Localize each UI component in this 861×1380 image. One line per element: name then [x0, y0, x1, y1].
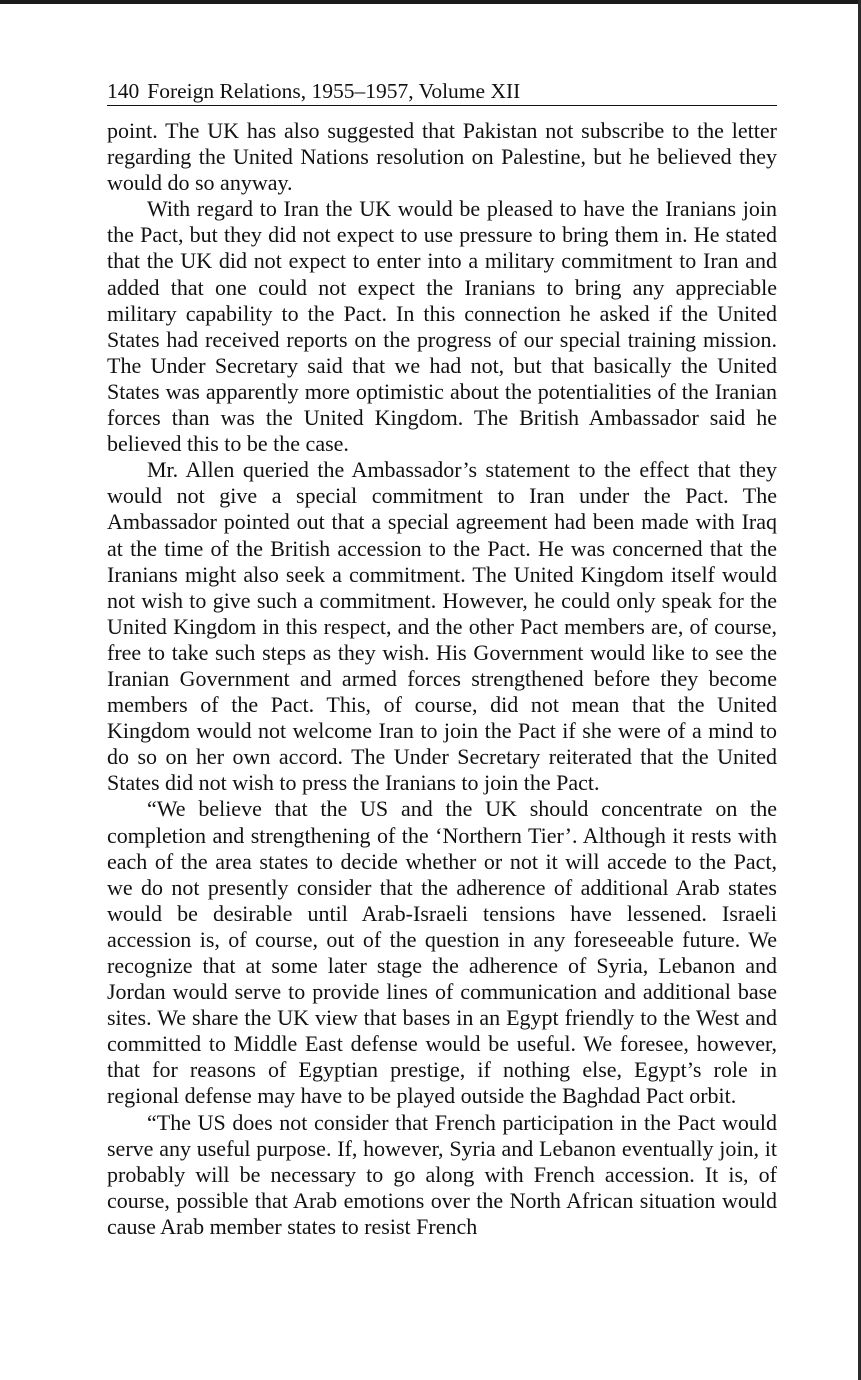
body-text [107, 118, 777, 1240]
running-header [107, 78, 777, 106]
document-page [107, 78, 777, 1240]
paragraph-iran: With regard to Iran the UK would be pleased to have the Iranians join the Pact, but they did not expect to use pressure to bring them in. He stated that the UK did not expect to enter into a military commitment to Iran and added that one could not expect the Iranians to bring any appreciable military capability to the Pact. In this connection he asked if the United States had received reports on the progress of our special training mission. The Under Secretary said that we had not, but that basically the United States was apparently more optimistic about the potentialities of the Iranian forces than was the United Kingdom. The British Ambassador said he believed this to be the case. [107, 196, 777, 457]
running-title: Foreign Relations, 1955–1957, Volume XII [147, 79, 521, 103]
paragraph-northern-tier: “We believe that the US and the UK should concentrate on the completion and strengthening of the ‘Northern Tier’. Although it rests with each of the area states to decide whether or not it will accede to the Pact, we do not presently consider that the adherence of additional Arab states would be desirable until Arab-Israeli tensions have lessened. Israeli accession is, of course, out of the question in any foreseeable future. We recognize that at some later stage the adherence of Syria, Lebanon and Jordan would serve to provide lines of communication and additional base sites. We share the UK view that bases in an Egypt friendly to the West and committed to Middle East defense would be useful. We foresee, however, that for reasons of Egyptian prestige, if nothing else, Egypt’s role in regional defense may have to be played outside the Baghdad Pact orbit. [107, 796, 777, 1109]
page-number: 140 [107, 79, 140, 103]
paragraph-continued: point. The UK has also suggested that Pakistan not subscribe to the letter regarding the United Nations resolution on Palestine, but he believed they would do so anyway. [107, 118, 777, 196]
paragraph-allen: Mr. Allen queried the Ambassador’s statement to the effect that they would not give a special commitment to Iran under the Pact. The Ambassador pointed out that a special agreement had been made with Iraq at the time of the British accession to the Pact. He was concerned that the Iranians might also seek a commitment. The United Kingdom itself would not wish to give such a commitment. However, he could only speak for the United Kingdom in this respect, and the other Pact members are, of course, free to take such steps as they wish. His Government would like to see the Iranian Government and armed forces strengthened before they become members of the Pact. This, of course, did not mean that the United Kingdom would not welcome Iran to join the Pact if she were of a mind to do so on her own accord. The Under Secretary reiterated that the United States did not wish to press the Iranians to join the Pact. [107, 457, 777, 796]
paragraph-french-participation: “The US does not consider that French participation in the Pact would serve any useful purpose. If, however, Syria and Lebanon eventually join, it probably will be necessary to go along with French accession. It is, of course, possible that Arab emotions over the North African situation would cause Arab member states to resist French [107, 1109, 777, 1239]
scan-border-top [0, 0, 861, 4]
